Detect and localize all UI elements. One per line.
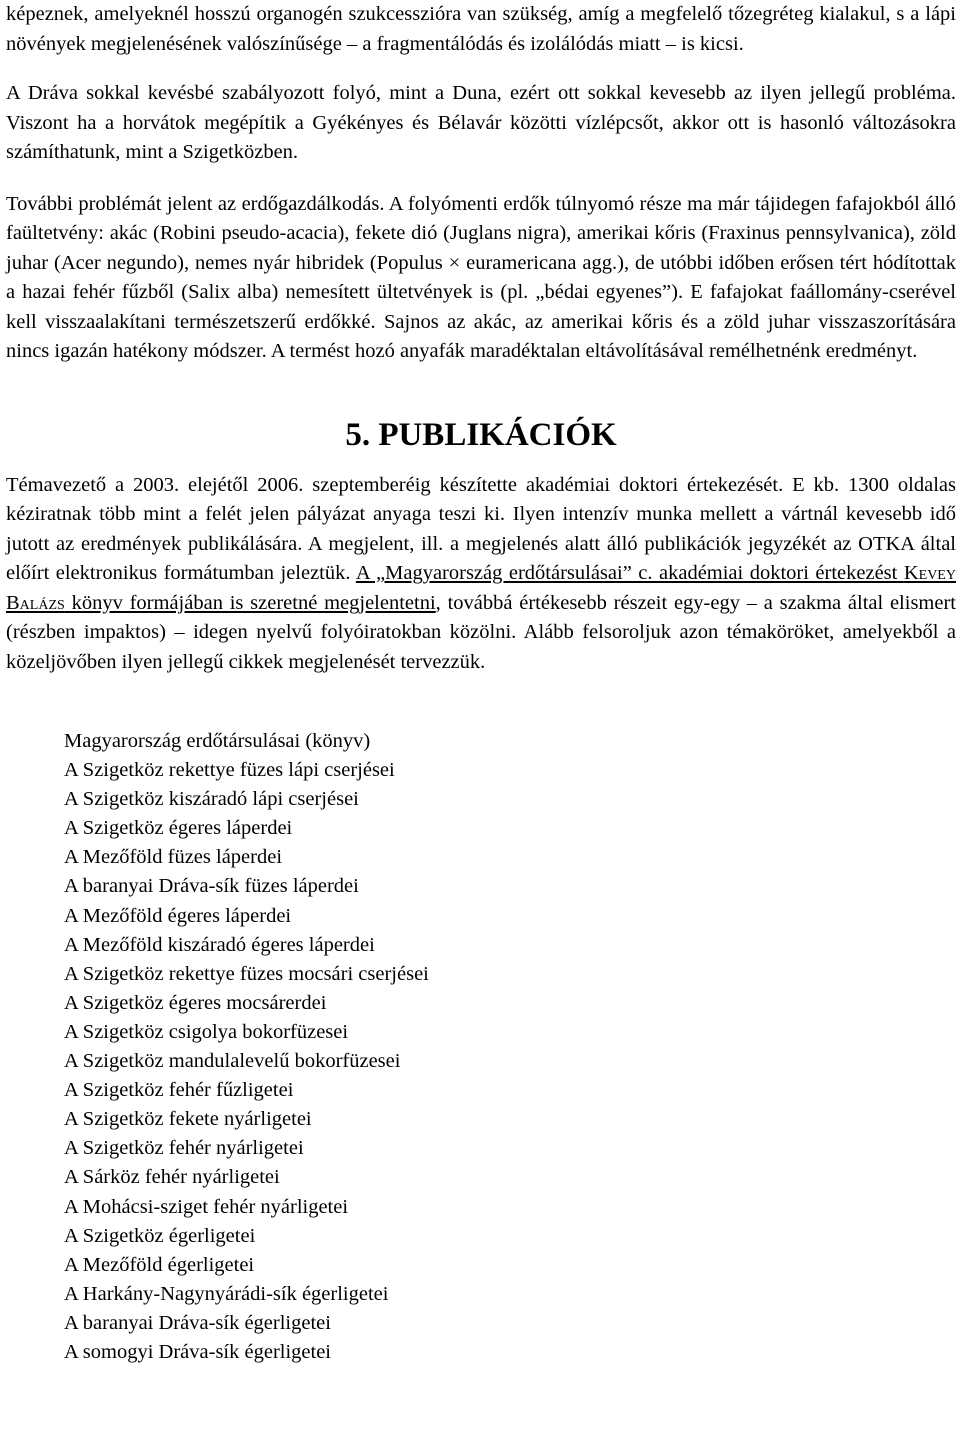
topic-list-item: A Mezőföld kiszáradó égeres láperdei <box>64 933 375 956</box>
topic-list-item: A Harkány-Nagynyárádi-sík égerligetei <box>64 1282 389 1305</box>
paragraph-peat-succession: képeznek, amelyeknél hosszú organogén szukcesszióra van szükség, amíg a megfelelő tőzegréteg kialakul, s a lápi növények megjelenésének valószínűsége – a fragmentálódás és izolálódás miatt – is kicsi. <box>6 3 956 55</box>
topic-list-item: A Szigetköz rekettye füzes mocsári cserjései <box>64 962 429 985</box>
topic-list-item: A Szigetköz fekete nyárligetei <box>64 1108 312 1131</box>
topic-list-item: A Szigetköz rekettye füzes lápi cserjései <box>64 759 395 782</box>
author-name: Kevey Balázs <box>6 562 956 614</box>
topic-list-item: A Mezőföld füzes láperdei <box>64 846 283 869</box>
topic-list-item: A somogyi Dráva-sík égerligetei <box>64 1340 332 1363</box>
paragraph-drava-regulation: A Dráva sokkal kevésbé szabályozott folyó, mint a Duna, ezért ott sokkal kevesebb az ilyen jellegű probléma. Viszont ha a horvátok megépítik a Gyékényes és Bélavár közötti vízlépcsőt, akkor ott is hasonló változásokra számíthatunk, mint a Szigetközben. <box>6 82 956 163</box>
document-page <box>6 0 956 1367</box>
topic-list-item: A Mezőföld égeres láperdei <box>64 904 292 927</box>
topic-list-item: A Szigetköz fehér fűzligetei <box>64 1079 294 1102</box>
topic-list-item: A Szigetköz mandulalevelű bokorfüzesei <box>64 1050 401 1073</box>
topic-list-item: A Szigetköz kiszáradó lápi cserjései <box>64 788 359 811</box>
dissertation-title-text: A „Magyarország erdőtársulásai” c. akadémiai doktori értekezést <box>355 562 904 584</box>
topic-list-item: A Sárköz fehér nyárligetei <box>64 1166 280 1189</box>
section-heading-publications: 5. PUBLIKÁCIÓK <box>345 416 617 453</box>
book-form-text: könyv formájában is szeretné megjelentetni <box>64 591 436 614</box>
paragraph-publications-intro <box>6 471 956 678</box>
topic-list-item: A Szigetköz égeres mocsárerdei <box>64 991 327 1014</box>
topic-list-item: A Mezőföld égerligetei <box>64 1253 255 1276</box>
topic-list-item: A baranyai Dráva-sík füzes láperdei <box>64 875 359 898</box>
publications-intro-text: Témavezető a 2003. elejétől 2006. szeptemberéig készítette akadémiai doktori értekezését. E kb. 1300 oldalas kéziratnak több mint a felét jelen pályázat anyaga teszi ki. Ilyen intenzív munka mellett a vártnál kevesebb idő jutott az eredmények publikálására. A megjelent, ill. a megjelenés alatt álló publikációk jegyzékét az OTKA által előírt elektronikus formátumban jeleztük. <box>6 473 956 584</box>
topic-list-item: A baranyai Dráva-sík égerligetei <box>64 1311 331 1334</box>
topic-list-item: A Szigetköz fehér nyárligetei <box>64 1137 304 1160</box>
topic-list-item: Magyarország erdőtársulásai (könyv) <box>64 730 371 752</box>
paragraph-forestry-problems: További problémát jelent az erdőgazdálkodás. A folyómenti erdők túlnyomó része ma már tájidegen fafajokból álló faültetvény: akác (Robini pseudo-acacia), fekete dió (Juglans nigra), amerikai kőris (Fraxinus pennsylvanica), zöld juhar (Acer negundo), nemes nyár hibridek (Populus × euramericana agg.), de utóbbi időben erősen tért hódítottak a hazai fehér fűzből (Salix alba) nemesített ültetvények is (pl. „bédai egyenes”). E fafajokat faállomány-cserével kell visszaalakítani természetszerű erdőkké. Sajnos az akác, az amerikai kőris és a zöld juhar visszaszorítására nincs igazán hatékony módszer. A termést hozó anyafák maradéktalan eltávolításával remélhetnénk eredményt. <box>6 192 956 362</box>
topic-list-item: A Szigetköz égeres láperdei <box>64 817 293 840</box>
topic-list-item: A Szigetköz csigolya bokorfüzesei <box>64 1020 349 1043</box>
topic-list-item: A Szigetköz égerligetei <box>64 1224 256 1247</box>
publications-plan-text: , továbbá értékesebb részeit egy-egy – a szakma által elismert (részben impaktos) – idegen nyelvű folyóiratokban közölni. Alább felsoroljuk azon témaköröket, amelyekből a közeljövőben ilyen jellegű cikkek megjelenését tervezzük. <box>6 591 956 673</box>
topic-list-item: A Mohácsi-sziget fehér nyárligetei <box>64 1195 349 1218</box>
planned-topics-list <box>6 727 956 1367</box>
